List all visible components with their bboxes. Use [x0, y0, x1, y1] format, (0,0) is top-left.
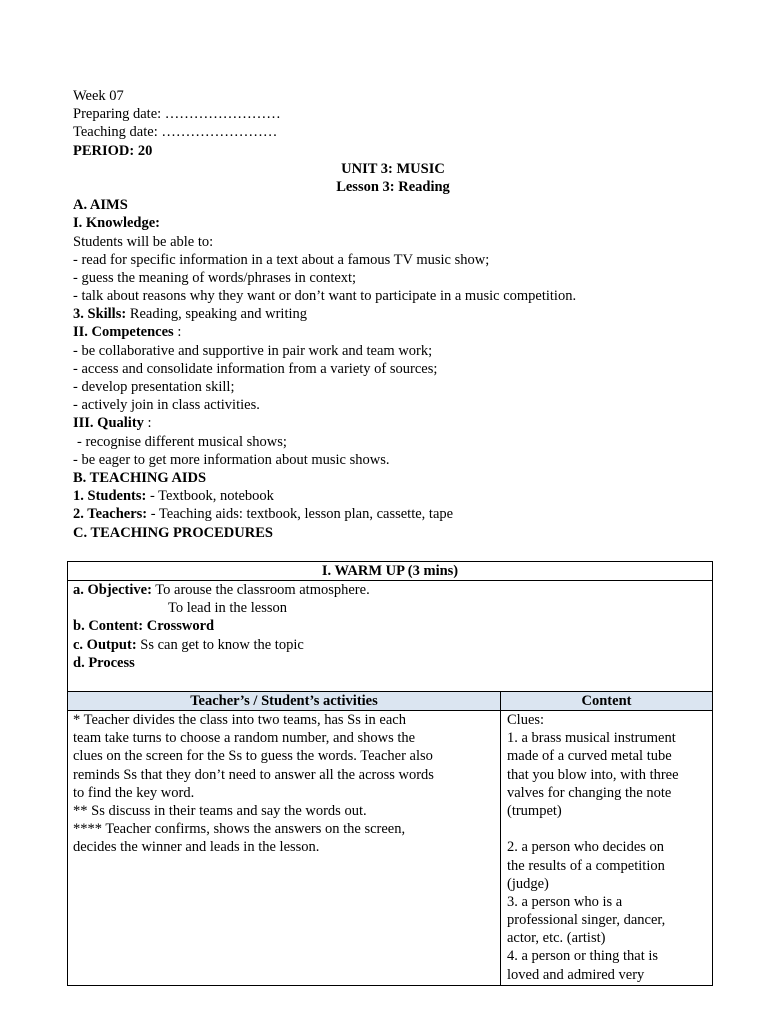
output-label: c. Output:	[73, 636, 137, 653]
knowledge-item: - talk about reasons why they want or don’t want to participate in a music competition.	[73, 288, 577, 305]
content-column-header: Content	[581, 693, 632, 709]
competence-item: - be collaborative and supportive in pair work and team work;	[73, 342, 433, 359]
clue-4	[507, 947, 712, 983]
quality-heading	[73, 414, 713, 432]
objective-label: a. Objective:	[73, 582, 152, 598]
competences-suffix: :	[173, 324, 182, 341]
clue-line: (judge)	[507, 875, 549, 892]
clue-line: 3. a person who is a	[507, 893, 623, 910]
week-line: Week 07	[73, 88, 124, 104]
clue-line: 1. a brass musical instrument	[507, 730, 676, 747]
lesson-title: Lesson 3: Reading	[336, 178, 450, 195]
students-aids-line	[73, 487, 713, 505]
clue-line: actor, etc. (artist)	[507, 930, 606, 947]
skills-line	[73, 305, 713, 323]
period-line: PERIOD: 20	[73, 142, 153, 159]
clue-3	[507, 893, 712, 948]
knowledge-heading: I. Knowledge:	[73, 215, 160, 232]
unit-title: UNIT 3: MUSIC	[341, 160, 445, 177]
clue-line: (trumpet)	[507, 802, 562, 819]
warm-up-overview-cell	[68, 581, 712, 692]
clue-line: made of a curved metal tube	[507, 748, 672, 765]
warm-up-table	[67, 561, 713, 986]
knowledge-intro: Students will be able to:	[73, 233, 214, 250]
content-text: Crossword	[143, 618, 215, 635]
skills-label: 3. Skills:	[73, 306, 127, 323]
warm-up-title: I. WARM UP (3 mins)	[68, 562, 712, 581]
skills-text: Reading, speaking and writing	[126, 306, 307, 323]
teachers-aids-label: 2. Teachers:	[73, 506, 148, 523]
activity-line: reminds Ss that they don’t need to answer all the across words	[73, 766, 434, 783]
competences-heading	[73, 323, 713, 341]
quality-suffix: :	[143, 415, 152, 432]
clue-line: professional singer, dancer,	[507, 912, 666, 929]
clue-2	[507, 838, 712, 893]
clue-line: that you blow into, with three	[507, 766, 679, 783]
blank-line	[507, 820, 712, 838]
knowledge-item: - guess the meaning of words/phrases in context;	[73, 269, 357, 286]
content-cell	[501, 711, 712, 985]
clue-line: valves for changing the note	[507, 784, 672, 801]
activities-table-body	[68, 711, 712, 985]
activities-cell	[68, 711, 501, 985]
activities-column-header: Teacher’s / Student’s activities	[68, 692, 501, 710]
clue-1	[507, 729, 712, 820]
competence-item: - access and consolidate information from a variety of sources;	[73, 360, 438, 377]
teaching-aids-heading: B. TEACHING AIDS	[73, 469, 207, 486]
activity-line: * Teacher divides the class into two teams, has Ss in each	[73, 712, 406, 728]
competences-label: II. Competences	[73, 324, 174, 341]
objective-text-continued: To lead in the lesson	[168, 600, 287, 617]
activity-line: **** Teacher confirms, shows the answers on the screen,	[73, 821, 406, 838]
clue-line: 2. a person who decides on	[507, 839, 665, 856]
preparing-date-line: Preparing date: ……………………	[73, 106, 281, 123]
activity-line: to find the key word.	[73, 784, 195, 801]
activities-table-header	[68, 692, 712, 711]
aims-heading: A. AIMS	[73, 197, 128, 214]
teaching-date-line: Teaching date: ……………………	[73, 124, 278, 141]
activity-line: team take turns to choose a random number, and shows the	[73, 730, 416, 747]
teachers-aids-line	[73, 505, 713, 523]
objective-text: To arouse the classroom atmosphere.	[151, 582, 370, 598]
quality-item: - recognise different musical shows;	[77, 433, 287, 450]
competence-item: - develop presentation skill;	[73, 379, 235, 395]
students-aids-label: 1. Students:	[73, 488, 147, 505]
process-label: d. Process	[73, 654, 135, 671]
clues-heading: Clues:	[507, 712, 545, 728]
quality-item: - be eager to get more information about music shows.	[73, 451, 390, 468]
quality-label: III. Quality	[73, 415, 144, 432]
objective-line	[73, 581, 712, 599]
clue-line: 4. a person or thing that is	[507, 948, 659, 965]
activity-line: clues on the screen for the Ss to guess the words. Teacher also	[73, 748, 433, 765]
teachers-aids-text: - Teaching aids: textbook, lesson plan, cassette, tape	[147, 506, 454, 523]
activity-line: ** Ss discuss in their teams and say the words out.	[73, 802, 367, 819]
clue-line: the results of a competition	[507, 857, 665, 874]
content-label: b. Content:	[73, 618, 144, 635]
clue-line: loved and admired very	[507, 966, 645, 983]
teaching-procedures-heading: C. TEACHING PROCEDURES	[73, 524, 273, 541]
competence-item: - actively join in class activities.	[73, 397, 260, 414]
students-aids-text: - Textbook, notebook	[146, 488, 274, 505]
knowledge-item: - read for specific information in a text about a famous TV music show;	[73, 251, 490, 268]
lesson-plan-header-section	[73, 87, 713, 542]
output-text: Ss can get to know the topic	[136, 636, 304, 653]
output-line	[73, 636, 712, 654]
content-line	[73, 617, 712, 635]
activity-line: decides the winner and leads in the lesson.	[73, 839, 320, 856]
